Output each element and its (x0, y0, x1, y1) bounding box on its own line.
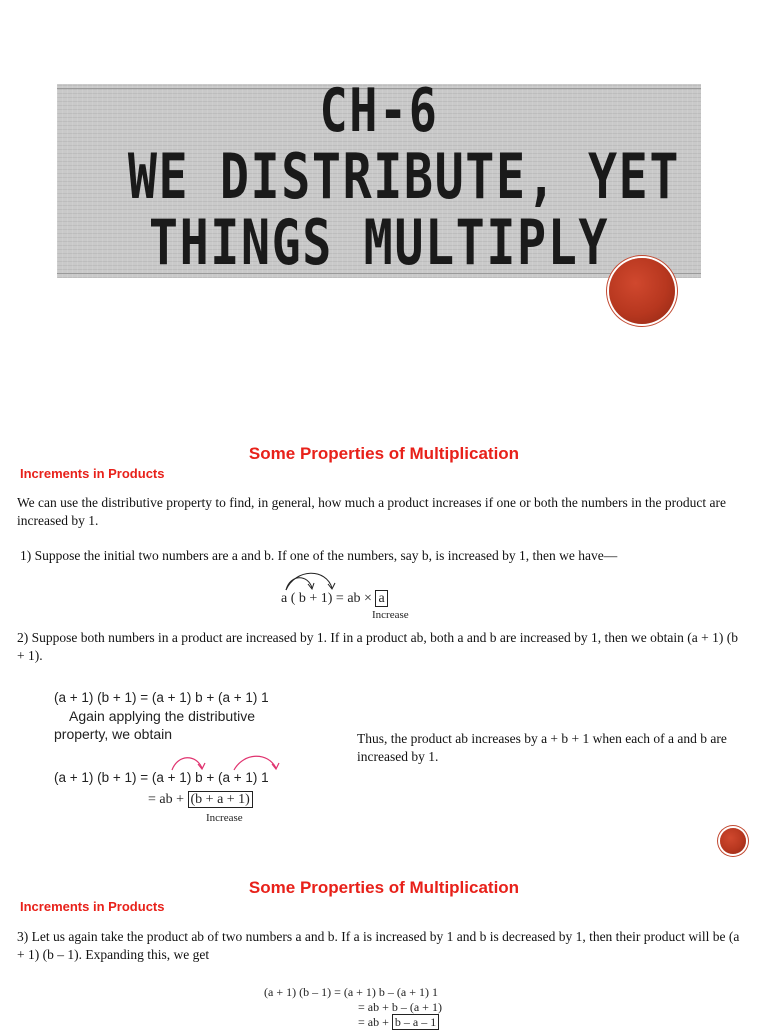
derivation-caption: Increase (206, 812, 243, 824)
expansion-line-3 (358, 1015, 439, 1030)
formula-1 (281, 591, 388, 607)
expansion-line-3-prefix: = ab + (358, 1015, 389, 1029)
section-heading: Some Properties of Multiplication (248, 444, 520, 463)
formula-1-caption: Increase (372, 609, 409, 621)
formula-1-lhs: a ( b + 1) = ab × (281, 591, 372, 606)
point-1-text: 1) Suppose the initial two numbers are a and b. If one of the numbers, say b, is increased by 1, then we have— (20, 548, 618, 563)
section-subheading: Increments in Products (20, 466, 165, 481)
formula-1-boxed: a (375, 590, 387, 607)
intro-paragraph: We can use the distributive property to find, in general, how much a product increases if one or both the numbers in the product are increased by 1. (17, 495, 726, 528)
title-line-2: WE DISTRIBUTE, YET (127, 140, 680, 213)
title-line-chapter: CH-6 (319, 76, 439, 146)
point-2-text: 2) Suppose both numbers in a product are increased by 1. If in a product ab, both a and b are increased by 1, then we obtain (a + 1) (b + 1). (17, 630, 739, 663)
derivation-line-2: Again applying the distributive (69, 708, 256, 724)
derivation-line-5-boxed: (b + a + 1) (188, 791, 253, 808)
derivation-line-5-prefix: = ab + (148, 792, 185, 807)
derivation-line-1: (a + 1) (b + 1) = (a + 1) b + (a + 1) 1 (54, 690, 269, 705)
derivation-line-5 (148, 792, 253, 808)
expansion-line-1: (a + 1) (b – 1) = (a + 1) b – (a + 1) 1 (264, 985, 439, 999)
slide-title (127, 76, 680, 279)
conclusion-text: Thus, the product ab increases by a + b + 1 when each of a and b are increased by 1. (357, 731, 727, 764)
point-3-text: 3) Let us again take the product ab of two numbers a and b. If a is increased by 1 and b is decreased by 1, then their product will be (a + 1) (b – 1). Expanding this, we get (17, 929, 740, 962)
derivation-line-3: property, we obtain (54, 726, 173, 742)
derivation-line-4: (a + 1) (b + 1) = (a + 1) b + (a + 1) 1 (54, 770, 269, 785)
decorative-red-ball-small (720, 828, 746, 854)
expansion-line-2: = ab + b – (a + 1) (358, 1000, 442, 1014)
section-heading-2: Some Properties of Multiplication (248, 878, 520, 897)
expansion-line-3-boxed: b – a – 1 (392, 1014, 439, 1030)
decorative-red-ball (609, 258, 675, 324)
section-subheading-2: Increments in Products (20, 899, 165, 914)
title-line-3: THINGS MULTIPLY (148, 206, 610, 279)
